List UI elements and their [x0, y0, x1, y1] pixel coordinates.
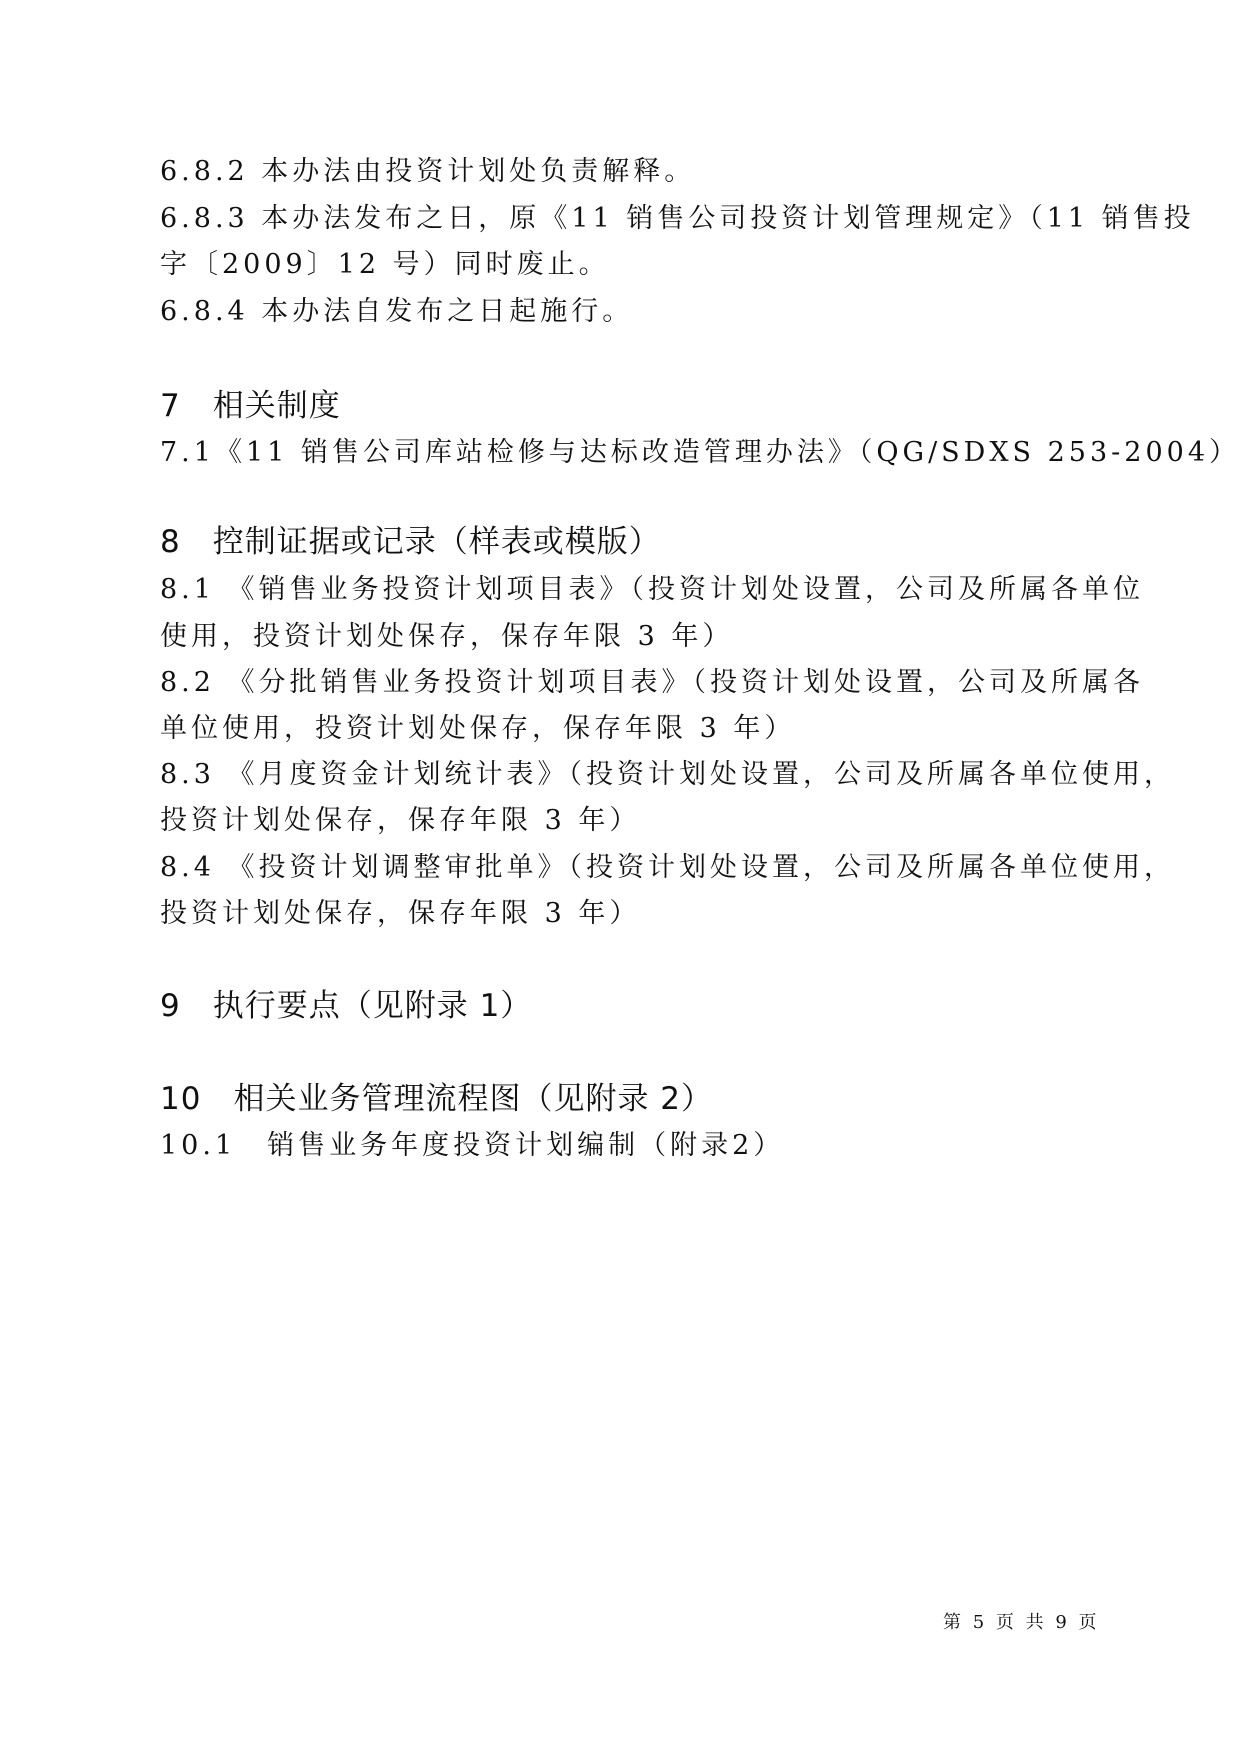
clause-8-4-line1: 8.4 《投资计划调整审批单》（投资计划处设置，公司及所属各单位使用， — [160, 852, 1176, 883]
clause-6-8-3-line1: 6.8.3 本办法发布之日，原《11 销售公司投资计划管理规定》（11 销售投 — [160, 203, 1195, 234]
clause-6-8-4: 6.8.4 本办法自发布之日起施行。 — [160, 296, 634, 327]
clause-10-1: 10.1 销售业务年度投资计划编制（附录2） — [160, 1130, 785, 1161]
section-heading-7: 7 相关制度 — [160, 388, 341, 424]
section-heading-10: 10 相关业务管理流程图（见附录 2） — [160, 1081, 714, 1117]
clause-7-1: 7.1《11 销售公司库站检修与达标改造管理办法》（QG/SDXS 253-2004） — [160, 437, 1240, 468]
clause-8-2-line2: 单位使用，投资计划处保存，保存年限 3 年） — [160, 713, 796, 744]
clause-8-1-line1: 8.1 《销售业务投资计划项目表》（投资计划处设置，公司及所属各单位 — [160, 574, 1145, 605]
clause-8-4-line2: 投资计划处保存，保存年限 3 年） — [160, 898, 641, 929]
clause-8-3-line2: 投资计划处保存，保存年限 3 年） — [160, 805, 641, 836]
section-heading-9: 9 执行要点（见附录 1） — [160, 988, 533, 1024]
clause-8-1-line2: 使用，投资计划处保存，保存年限 3 年） — [160, 621, 734, 652]
clause-8-2-line1: 8.2 《分批销售业务投资计划项目表》（投资计划处设置，公司及所属各 — [160, 667, 1145, 698]
page-number-footer: 第 5 页 共 9 页 — [943, 1612, 1100, 1633]
clause-6-8-2: 6.8.2 本办法由投资计划处负责解释。 — [160, 156, 696, 187]
clause-6-8-3-line2: 字〔2009〕12 号）同时废止。 — [160, 249, 610, 280]
clause-8-3-line1: 8.3 《月度资金计划统计表》（投资计划处设置，公司及所属各单位使用， — [160, 759, 1176, 790]
section-heading-8: 8 控制证据或记录（样表或模版） — [160, 524, 661, 560]
